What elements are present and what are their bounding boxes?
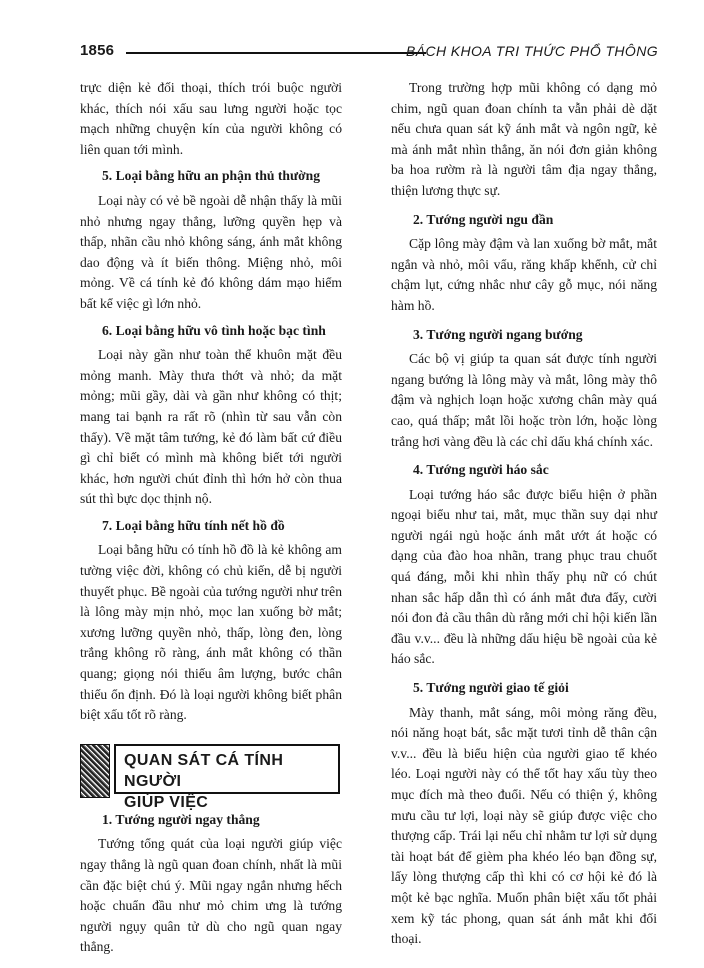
heading-tuong-5: 5. Tướng người giao tế giỏi — [413, 680, 569, 696]
section-frame — [114, 744, 340, 811]
heading-tuong-3: 3. Tướng người ngang bướng — [413, 326, 583, 342]
paragraph: Loại này có vẻ bề ngoài dễ nhận thấy là mũi nhỏ nhưng ngay thẳng, lưỡng quyền hẹp và thấp, nhãn cầu nhỏ không sáng, ánh mắt không dao động và ít biến thông. Miệng nhỏ, môi mỏng. Về cá tính kẻ đó không dám mạo hiểm bất kể việc gì lớn nhỏ. — [80, 192, 342, 311]
paragraph: Tướng tổng quát của loại người giúp việc ngay thẳng là ngũ quan đoan chính, nhất là mũi cần đặc biệt chú ý. Mũi ngay ngắn nhưng hếch hoặc chuẩn đầu như mỏ chim ưng là tướng người ngụy quân tử dù cho ngũ quan ngay thẳng. — [80, 836, 342, 955]
paragraph: Trong trường hợp mũi không có dạng mỏ chim, ngũ quan đoan chính ta vẫn phải dè dặt nếu chưa quan sát kỹ ánh mắt và ngôn ngữ, kẻ mà ánh mắt nhìn thẳng, ăn nói đơn giản không ba hoa rườm rà là người tâm địa ngay thẳng, thiện lương thực sự. — [391, 80, 657, 198]
heading-loai-6: 6. Loại bằng hữu vô tình hoặc bạc tình — [102, 322, 326, 338]
ornament-image — [80, 744, 110, 798]
paragraph: Các bộ vị giúp ta quan sát được tính người ngang bướng là lông mày và mắt, lông mày thô đậm và nghịch loạn hoặc xương chân mày quá cao, quá thấp; mắt lồi hoặc tròn lớn, hoặc lòng trắng hơi vàng đều là các chỉ dấu khá chính xác. — [391, 351, 657, 449]
paragraph: Loại bằng hữu có tính hồ đồ là kẻ không am tường việc đời, không có chủ kiến, dễ bị người thuyết phục. Bề ngoài của tướng người như trên là lông mày mịn nhỏ, mọc lan xuống bờ mắt; xương lưỡng quyền nhỏ, thấp, lòng đen, lòng trắng không rõ ràng, ánh mắt không có thần quang; giọng nói thiếu âm lượng, bước chân thiếu ổn định. Đó là loại người không biết phân biệt xấu tốt rõ ràng. — [80, 542, 342, 723]
section-title-line-1: QUAN SÁT CÁ TÍNH NGƯỜI — [124, 751, 284, 790]
right-column — [391, 78, 657, 950]
section-title-line-2: GIÚP VIỆC — [124, 793, 209, 811]
paragraph: trực diện kẻ đối thoại, thích trói buộc người khác, thích nói xấu sau lưng người hoặc tọc mạch những chuyện kín của người không có liên quan tới mình. — [80, 80, 342, 157]
heading-loai-5: 5. Loại bằng hữu an phận thủ thường — [102, 168, 321, 184]
heading-tuong-1: 1. Tướng người ngay thẳng — [102, 811, 260, 827]
heading-tuong-4: 4. Tướng người háo sắc — [413, 462, 549, 478]
heading-tuong-2: 2. Tướng người ngu đần — [413, 211, 554, 227]
paragraph: Cặp lông mày đậm và lan xuống bờ mắt, mắt ngắn và nhỏ, môi vẩu, răng khấp khểnh, cử chỉ chậm lụt, cứng nhắc như cây gỗ mục, nói năng hàm hồ. — [391, 236, 657, 313]
page-header — [80, 42, 658, 66]
left-column — [80, 78, 342, 958]
section-heading-box — [80, 744, 342, 811]
page-number: 1856 — [80, 42, 115, 59]
running-title: BÁCH KHOA TRI THỨC PHỔ THÔNG — [405, 43, 658, 59]
heading-loai-7: 7. Loại bằng hữu tính nết hồ đồ — [102, 517, 285, 533]
header-rule — [126, 52, 426, 54]
paragraph: Loại này gần như toàn thể khuôn mặt đều mỏng manh. Mày thưa thớt và nhỏ; da mặt mỏng; mũi gầy, dài và gần như không có thịt; mang tai bạnh ra rất rõ (nhìn từ sau vẫn còn thấy). Về mặt tâm tướng, kẻ đó làm bất cứ điều gì chỉ biết có mình mà không biết tới người khác, hơn người chút đỉnh thì hớn hở còn thua sút thì bực dọc thịnh nộ. — [80, 347, 342, 507]
paragraph: Loại tướng háo sắc được biểu hiện ở phần ngoại biểu như tai, mắt, mục thần suy dại như người ngái ngủ hoặc ánh mắt ướt át hoặc có dạng của đào hoa nhãn, trang phục trau chuốt quá đáng, mỗi khi nhìn thấy phụ nữ có chút nhan sắc hấp dẫn thì có ánh mắt đưa đẩy, cười nói đon đả cầu thân dù rằng mới chỉ hội kiến lần đầu v.v... đều là những dấu hiệu bề ngoài của kẻ háo sắc. — [391, 486, 657, 667]
paragraph: Mày thanh, mắt sáng, môi mỏng răng đều, nói năng hoạt bát, sắc mặt tươi tỉnh dễ thân cận v.v... đều là biểu hiện của người giao tế khéo léo. Loại người này có thể tốt hay xấu tùy theo mục đích mà theo đuổi. Nếu có thiện ý, không mưu cầu tư lợi, loại này sẽ giúp được việc cho thượng cấp. Trái lại nếu chỉ nhằm tư lợi sử dụng tài hoạt bát để gièm pha khéo léo bạn đồng sự, lấy lòng thượng cấp thì khi có cơ hội kẻ đó là một kẻ bạc nghĩa. Muốn phân biệt xấu tốt phải xem kỹ tác phong, quan sát ánh mắt khi đối thoại. — [391, 704, 657, 947]
